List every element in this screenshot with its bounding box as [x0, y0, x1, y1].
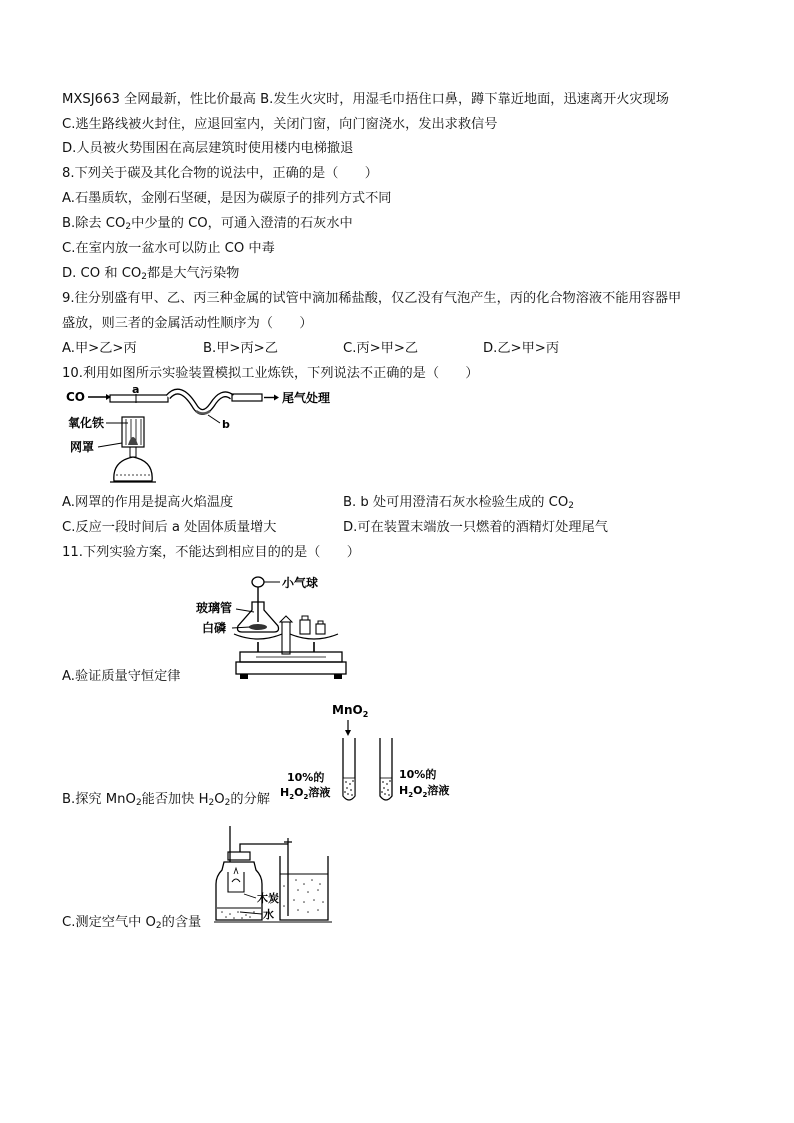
q11-test-tube-figure	[275, 700, 475, 810]
fig-charcoal-label: 木炭	[257, 892, 279, 905]
q9-option-a: A.甲>乙>丙	[62, 341, 137, 356]
fig-sol-left-label: $H_2O_2$溶液	[280, 786, 331, 801]
q9-option-d: D.乙>甲>丙	[483, 341, 560, 356]
fig-tail-label: 尾气处理	[282, 391, 331, 405]
q11-air-oxygen-figure	[210, 822, 340, 927]
fig-mesh-label: 网罩	[70, 440, 95, 454]
q7-option-b: MXSJ663 全网最新，性比价最高 B.发生火灾时，用湿毛巾捂住口鼻，蹲下靠近地面，迅速离开火灾现场	[62, 92, 669, 107]
fig-a-label: a	[132, 383, 140, 396]
fig-mno2-label: MnO$_2$	[332, 703, 369, 719]
q9-option-c: C.丙>甲>乙	[343, 341, 419, 356]
fig-iron-oxide-label: 氧化铁	[68, 416, 105, 430]
q10-option-d: D.可在装置末端放一只燃着的酒精灯处理尾气	[343, 520, 608, 535]
q10-stem: 10.利用如图所示实验装置模拟工业炼铁，下列说法不正确的是（ ）	[62, 366, 479, 381]
fig-sol-right-label: $H_2O_2$溶液	[399, 784, 450, 799]
q8-option-d: D. CO 和 $CO_2$都是大气污染物	[62, 266, 240, 282]
q8-option-c: C.在室内放一盆水可以防止 CO 中毒	[62, 241, 275, 256]
q8-option-b: B.除去 $CO_2$中少量的 CO，可通入澄清的石灰水中	[62, 216, 353, 232]
fig-water-label: 水	[263, 908, 274, 921]
q7-option-c: C.逃生路线被火封住，应退回室内，关闭门窗，向门窗浇水，发出求救信号	[62, 117, 498, 132]
q11-stem: 11.下列实验方案，不能达到相应目的的是（ ）	[62, 545, 360, 560]
fig-b-label: b	[222, 418, 230, 431]
q9-stem-line2: 盛放，则三者的金属活动性顺序为（ ）	[62, 316, 313, 331]
fig-balloon-label: 小气球	[282, 576, 319, 590]
q7-option-d: D.人员被火势围困在高层建筑时使用楼内电梯撤退	[62, 141, 354, 156]
fig-co-label: CO	[66, 390, 86, 404]
q10-iron-smelting-figure	[62, 383, 331, 490]
q11-option-a: A.验证质量守恒定律	[62, 669, 181, 684]
q11-option-b: B.探究 MnO$_2$能否加快 $H_2O_2$的分解	[62, 792, 270, 808]
q9-option-b: B.甲>丙>乙	[203, 341, 278, 356]
fig-pct-left-label: 10%的	[287, 771, 325, 784]
q10-option-b: B. b 处可用澄清石灰水检验生成的 $CO_2$	[343, 495, 574, 511]
q11-balance-figure	[196, 572, 346, 682]
fig-tube-label: 玻璃管	[196, 601, 233, 615]
q8-option-a: A.石墨质软，金刚石坚硬，是因为碳原子的排列方式不同	[62, 191, 392, 206]
fig-phosphorus-label: 白磷	[202, 621, 227, 635]
q11-option-c: C.测定空气中 $O_2$的含量	[62, 915, 202, 931]
q8-stem: 8.下列关于碳及其化合物的说法中，正确的是（ ）	[62, 166, 378, 181]
fig-pct-right-label: 10%的	[399, 768, 437, 781]
q10-option-c: C.反应一段时间后 a 处固体质量增大	[62, 520, 277, 535]
q10-option-a: A.网罩的作用是提高火焰温度	[62, 495, 234, 510]
q9-stem-line1: 9.往分别盛有甲、乙、丙三种金属的试管中滴加稀盐酸，仅乙没有气泡产生，丙的化合物溶液不能用容器甲	[62, 291, 682, 306]
